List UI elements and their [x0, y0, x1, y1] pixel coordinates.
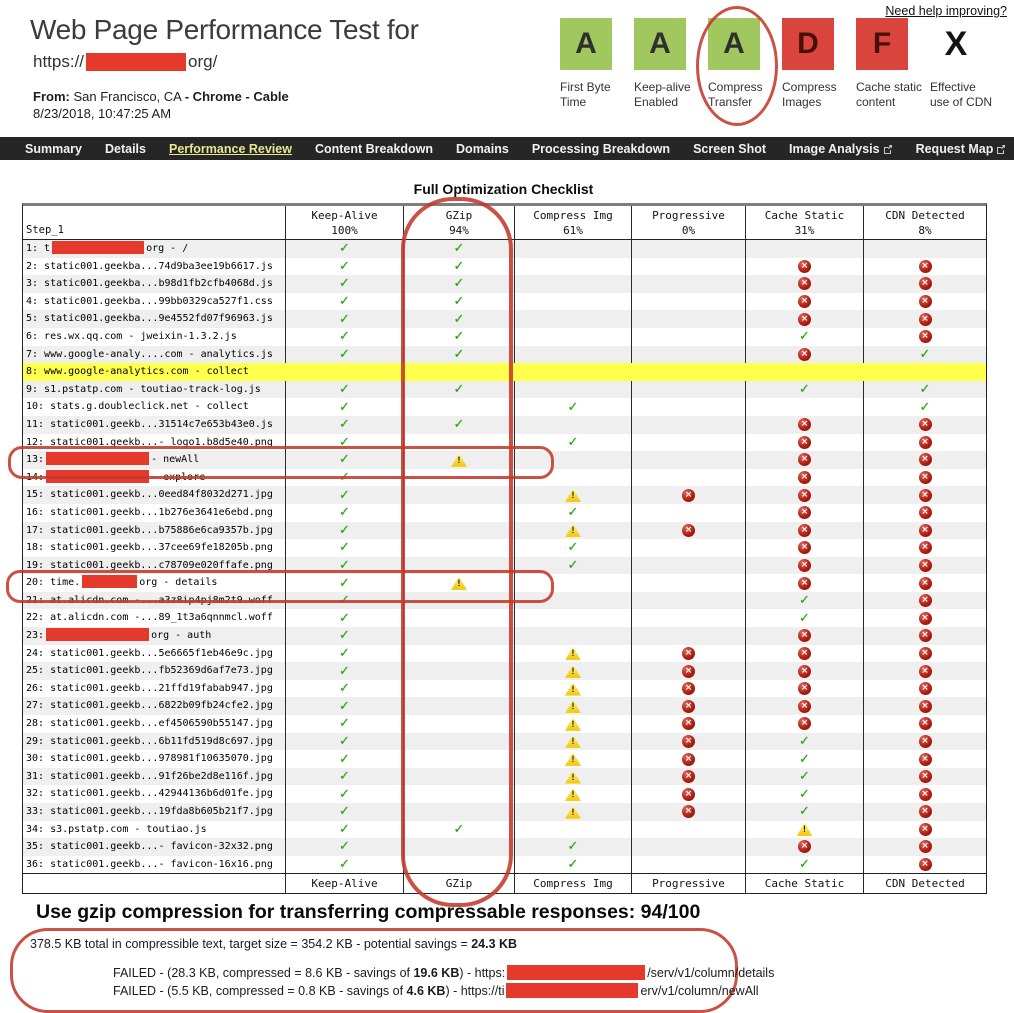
fail-icon: × [919, 577, 932, 590]
request-label: 12: static001.geekb...- logo1.b8d5e40.png [23, 434, 286, 452]
fail-icon: × [919, 770, 932, 783]
need-help-link[interactable]: Need help improving? [885, 4, 1007, 18]
fail-icon: × [919, 647, 932, 660]
fail-icon: × [798, 717, 811, 730]
check-icon: ✓ [339, 821, 350, 837]
table-header-row [23, 206, 986, 240]
check-icon: ✓ [453, 329, 465, 345]
column-header-progressive [632, 206, 746, 239]
grade-letter: A [708, 18, 760, 70]
grade-letter: A [560, 18, 612, 70]
redacted-text [46, 628, 149, 641]
warning-icon [565, 734, 581, 748]
check-icon: ✓ [453, 311, 465, 327]
grade-label: Compress Transfer [708, 80, 763, 109]
fail-icon: × [798, 647, 811, 660]
column-header-keep-alive [286, 206, 404, 239]
request-row-22 [23, 609, 986, 627]
check-icon: ✓ [339, 276, 350, 292]
check-icon: ✓ [339, 575, 350, 591]
checklist-title: Full Optimization Checklist [413, 181, 594, 197]
check-icon: ✓ [339, 733, 350, 749]
check-icon: ✓ [339, 769, 350, 785]
check-icon: ✓ [339, 470, 350, 486]
request-label: 32: static001.geekb...42944136b6d01fe.jpg [23, 785, 286, 803]
fail-icon: × [798, 348, 811, 361]
column-footer-gzip: GZip [404, 874, 515, 893]
request-label: 26: static001.geekb...21ffd19fabab947.jpg [23, 680, 286, 698]
request-label: 19: static001.geekb...c78709e020ffafe.png [23, 557, 286, 575]
table-footer-row [23, 873, 986, 893]
warning-icon [565, 664, 581, 678]
request-row-25 [23, 662, 986, 680]
request-label: 21: at.alicdn.com -...a3z8ip4pj8m2t9.woff [23, 592, 286, 610]
column-label: Keep-Alive [311, 208, 378, 222]
request-row-34 [23, 821, 986, 839]
column-footer-keep-alive: Keep-Alive [286, 874, 404, 893]
fail-icon: × [682, 700, 695, 713]
check-icon: ✓ [339, 751, 350, 767]
request-label: 1: t org - / [23, 240, 286, 258]
request-label: 5: static001.geekba...9e4552fd07f96963.js [23, 310, 286, 328]
check-icon: ✓ [567, 857, 579, 873]
request-row-23 [23, 627, 986, 645]
nav-content-breakdown[interactable]: Content Breakdown [314, 141, 434, 156]
nav-image-analysis[interactable]: Image Analysis [789, 142, 893, 156]
redacted-text [46, 470, 149, 483]
warning-icon [565, 787, 581, 801]
check-icon: ✓ [799, 382, 810, 398]
request-row-13 [23, 451, 986, 469]
request-row-14 [23, 469, 986, 487]
column-header-gzip [404, 206, 515, 239]
fail-icon: × [919, 840, 932, 853]
grade-compress-images[interactable] [782, 18, 850, 109]
check-icon: ✓ [339, 329, 350, 345]
grade-label: First Byte Time [560, 80, 611, 109]
fail-icon: × [682, 682, 695, 695]
grade-first-byte-time[interactable] [560, 18, 628, 109]
warning-icon [797, 822, 813, 836]
fail-icon: × [798, 541, 811, 554]
request-row-17 [23, 522, 986, 540]
grade-label: Cache static content [856, 80, 923, 109]
check-icon: ✓ [339, 681, 350, 697]
redacted-text [506, 983, 638, 998]
request-row-7 [23, 346, 986, 364]
check-icon: ✓ [453, 821, 465, 837]
request-label: 29: static001.geekb...6b11fd519d8c697.jpg [23, 733, 286, 751]
check-icon: ✓ [799, 733, 810, 749]
fail-icon: × [919, 682, 932, 695]
fail-icon: × [919, 506, 932, 519]
fail-icon: × [682, 489, 695, 502]
fail-icon: × [798, 577, 811, 590]
warning-icon [565, 523, 581, 537]
grade-label: Effective use of CDN [930, 80, 993, 109]
check-icon: ✓ [339, 839, 350, 855]
grade-letter: D [782, 18, 834, 70]
fail-icon: × [798, 840, 811, 853]
fail-icon: × [919, 717, 932, 730]
column-label: Progressive [652, 208, 725, 222]
request-row-10 [23, 398, 986, 416]
fail-icon: × [682, 524, 695, 537]
request-row-3 [23, 275, 986, 293]
request-row-20 [23, 574, 986, 592]
test-datetime: 8/23/2018, 10:47:25 AM [33, 106, 172, 121]
request-row-29 [23, 733, 986, 751]
request-label: 14: - explore [23, 469, 286, 487]
request-row-24 [23, 645, 986, 663]
request-row-6 [23, 328, 986, 346]
fail-icon: × [798, 524, 811, 537]
nav-processing-breakdown[interactable]: Processing Breakdown [531, 141, 671, 156]
request-row-16 [23, 504, 986, 522]
fail-icon: × [682, 753, 695, 766]
fail-icon: × [919, 823, 932, 836]
fail-icon: × [919, 858, 932, 871]
request-label: 22: at.alicdn.com -...89_1t3a6qnnmcl.woff [23, 609, 286, 627]
request-row-5 [23, 310, 986, 328]
request-label: 28: static001.geekb...ef4506590b55147.jpg [23, 715, 286, 733]
grade-label: Compress Images [782, 80, 837, 109]
check-icon: ✓ [339, 540, 350, 556]
fail-icon: × [919, 330, 932, 343]
footer-empty-cell [23, 874, 286, 893]
request-row-28 [23, 715, 986, 733]
fail-icon: × [798, 313, 811, 326]
fail-icon: × [682, 735, 695, 748]
fail-icon: × [919, 541, 932, 554]
fail-icon: × [682, 717, 695, 730]
check-icon: ✓ [339, 399, 350, 415]
gzip-section-heading: Use gzip compression for transferring compressable responses: 94/100 [36, 901, 701, 923]
redacted-text [507, 965, 645, 980]
warning-icon [565, 717, 581, 731]
redacted-text [46, 452, 149, 465]
check-icon: ✓ [339, 311, 350, 327]
request-label: 10: stats.g.doubleclick.net - collect [23, 398, 286, 416]
request-label: 25: static001.geekb...fb52369d6af7e73.jpg [23, 662, 286, 680]
check-icon: ✓ [567, 434, 579, 450]
check-icon: ✓ [339, 786, 350, 802]
fail-icon: × [798, 489, 811, 502]
table-body [23, 240, 986, 873]
column-label: Compress Img [533, 208, 613, 222]
fail-icon: × [919, 788, 932, 801]
check-icon: ✓ [919, 399, 931, 415]
grade-letter: X [944, 24, 968, 63]
test-config [33, 88, 289, 122]
check-icon: ✓ [799, 329, 810, 345]
step-header: Step_1 [23, 206, 286, 239]
fail-icon: × [682, 770, 695, 783]
gzip-failure-line: FAILED - (28.3 KB, compressed = 8.6 KB - savings of 19.6 KB) - https: /serv/v1/column/details [113, 966, 775, 980]
request-label: 20: time. org - details [23, 574, 286, 592]
grade-letter: A [634, 18, 686, 70]
check-icon: ✓ [453, 258, 465, 274]
check-icon: ✓ [339, 522, 350, 538]
request-label: 35: static001.geekb...- favicon-32x32.png [23, 838, 286, 856]
check-icon: ✓ [567, 557, 579, 573]
test-url: https:// org/ [33, 52, 218, 71]
nav-performance-review[interactable]: Performance Review [168, 141, 292, 156]
fail-icon: × [919, 418, 932, 431]
request-row-19 [23, 557, 986, 575]
request-label: 13: - newAll [23, 451, 286, 469]
warning-icon [565, 488, 581, 502]
fail-icon: × [798, 629, 811, 642]
gzip-failures [113, 964, 774, 1000]
request-label: 17: static001.geekb...b75886e6ca9357b.jpg [23, 522, 286, 540]
check-icon: ✓ [339, 505, 350, 521]
fail-icon: × [682, 665, 695, 678]
test-location-line: From: San Francisco, CA - Chrome - Cable [33, 89, 289, 104]
check-icon: ✓ [339, 716, 350, 732]
fail-icon: × [682, 647, 695, 660]
check-icon: ✓ [453, 417, 465, 433]
check-icon: ✓ [567, 540, 579, 556]
nav-bar [0, 137, 1014, 160]
fail-icon: × [919, 629, 932, 642]
request-row-12 [23, 434, 986, 452]
request-row-36 [23, 856, 986, 874]
grade-letter: F [856, 18, 908, 70]
redacted-text [82, 575, 137, 588]
grade-effective-use-of-cdn[interactable] [930, 18, 998, 109]
request-row-18 [23, 539, 986, 557]
check-icon: ✓ [339, 258, 350, 274]
request-row-27 [23, 697, 986, 715]
warning-icon [565, 805, 581, 819]
check-icon: ✓ [799, 786, 810, 802]
redacted-text [86, 53, 186, 71]
check-icon: ✓ [339, 593, 350, 609]
check-icon: ✓ [339, 698, 350, 714]
column-score: 8% [918, 223, 932, 237]
request-row-8 [23, 363, 986, 381]
check-icon: ✓ [339, 857, 350, 873]
request-label: 36: static001.geekb...- favicon-16x16.png [23, 856, 286, 874]
check-icon: ✓ [799, 751, 810, 767]
external-link-icon [996, 144, 1006, 154]
request-row-30 [23, 750, 986, 768]
check-icon: ✓ [567, 839, 579, 855]
grade-label: Keep-alive Enabled [634, 80, 691, 109]
request-row-26 [23, 680, 986, 698]
check-icon: ✓ [339, 804, 350, 820]
check-icon: ✓ [339, 241, 350, 257]
check-icon: ✓ [339, 557, 350, 573]
warning-icon [565, 682, 581, 696]
column-header-cdn-detected [864, 206, 986, 239]
column-label: GZip [445, 208, 473, 222]
fail-icon: × [798, 559, 811, 572]
request-label: 24: static001.geekb...5e6665f1eb46e9c.jpg [23, 645, 286, 663]
grade-compress-transfer[interactable] [708, 18, 776, 109]
fail-icon: × [798, 453, 811, 466]
request-row-4 [23, 293, 986, 311]
check-icon: ✓ [339, 628, 350, 644]
check-icon: ✓ [919, 346, 931, 362]
column-score: 0% [681, 223, 696, 237]
request-row-2 [23, 258, 986, 276]
check-icon: ✓ [339, 434, 350, 450]
nav-screen-shot[interactable]: Screen Shot [693, 141, 767, 156]
request-row-31 [23, 768, 986, 786]
check-icon: ✓ [567, 505, 579, 521]
check-icon: ✓ [339, 645, 350, 661]
warning-icon [565, 770, 581, 784]
fail-icon: × [798, 277, 811, 290]
check-icon: ✓ [799, 804, 810, 820]
column-score: 100% [331, 223, 358, 237]
warning-icon [565, 752, 581, 766]
check-icon: ✓ [453, 241, 465, 257]
check-icon: ✓ [919, 382, 931, 398]
fail-icon: × [919, 700, 932, 713]
warning-icon [451, 453, 467, 467]
nav-summary[interactable]: Summary [25, 141, 82, 156]
request-label: 33: static001.geekb...19fda8b605b21f7.jpg [23, 803, 286, 821]
fail-icon: × [919, 277, 932, 290]
fail-icon: × [798, 665, 811, 678]
nav-domains[interactable]: Domains [456, 141, 509, 156]
fail-icon: × [798, 682, 811, 695]
check-icon: ✓ [799, 593, 810, 609]
column-score: 61% [563, 223, 583, 237]
fail-icon: × [798, 418, 811, 431]
column-footer-progressive: Progressive [632, 874, 746, 893]
request-label: 9: s1.pstatp.com - toutiao-track-log.js [23, 381, 286, 399]
column-footer-compress-img: Compress Img [515, 874, 632, 893]
fail-icon: × [798, 260, 811, 273]
request-label: 8: www.google-analytics.com - collect [26, 366, 249, 378]
column-label: Cache Static [764, 208, 845, 222]
fail-icon: × [798, 436, 811, 449]
fail-icon: × [919, 453, 932, 466]
fail-icon: × [798, 471, 811, 484]
request-label: 31: static001.geekb...91f26be2d8e116f.jpg [23, 768, 286, 786]
column-score: 94% [449, 223, 469, 237]
check-icon: ✓ [453, 276, 465, 292]
column-label: CDN Detected [885, 208, 965, 222]
fail-icon: × [919, 489, 932, 502]
fail-icon: × [919, 436, 932, 449]
grade-strip [560, 18, 998, 109]
check-icon: ✓ [339, 346, 350, 362]
request-label: 15: static001.geekb...0eed84f8032d271.jpg [23, 486, 286, 504]
grade-keep-alive-enabled[interactable] [634, 18, 702, 109]
request-row-33 [23, 803, 986, 821]
warning-icon [565, 699, 581, 713]
request-row-35 [23, 838, 986, 856]
warning-icon [451, 576, 467, 590]
request-row-32 [23, 785, 986, 803]
grade-cache-static-content[interactable] [856, 18, 924, 109]
fail-icon: × [919, 735, 932, 748]
request-label: 18: static001.geekb...37cee69fe18205b.png [23, 539, 286, 557]
request-label: 11: static001.geekb...31514c7e653b43e0.js [23, 416, 286, 434]
request-row-9 [23, 381, 986, 399]
fail-icon: × [919, 805, 932, 818]
request-row-21 [23, 592, 986, 610]
column-footer-cache-static: Cache Static [746, 874, 864, 893]
request-label: 16: static001.geekb...1b276e3641e6ebd.png [23, 504, 286, 522]
nav-request-map[interactable]: Request Map [916, 142, 1007, 156]
request-label: 3: static001.geekba...b98d1fb2cfb4068d.js [23, 275, 286, 293]
request-row-1 [23, 240, 986, 258]
fail-icon: × [798, 700, 811, 713]
check-icon: ✓ [453, 294, 465, 310]
external-link-icon [883, 144, 893, 154]
check-icon: ✓ [453, 346, 465, 362]
check-icon: ✓ [339, 417, 350, 433]
check-icon: ✓ [567, 399, 579, 415]
fail-icon: × [798, 295, 811, 308]
fail-icon: × [919, 524, 932, 537]
request-label: 2: static001.geekba...74d9ba3ee19b6617.js [23, 258, 286, 276]
fail-icon: × [919, 665, 932, 678]
column-header-compress-img [515, 206, 632, 239]
check-icon: ✓ [799, 610, 810, 626]
request-label: 27: static001.geekb...6822b09fb24cfe2.jpg [23, 697, 286, 715]
fail-icon: × [798, 506, 811, 519]
fail-icon: × [919, 295, 932, 308]
fail-icon: × [919, 471, 932, 484]
fail-icon: × [919, 313, 932, 326]
page-title: Web Page Performance Test for [30, 14, 419, 45]
check-icon: ✓ [339, 382, 350, 398]
column-footer-cdn-detected: CDN Detected [885, 877, 965, 891]
fail-icon: × [682, 788, 695, 801]
column-score: 31% [794, 223, 815, 237]
fail-icon: × [919, 753, 932, 766]
check-icon: ✓ [339, 294, 350, 310]
request-row-11 [23, 416, 986, 434]
check-icon: ✓ [799, 857, 810, 873]
gzip-summary: 378.5 KB total in compressible text, target size = 354.2 KB - potential savings = 24.3 KB [30, 937, 518, 951]
optimization-checklist-table [22, 203, 987, 894]
check-icon: ✓ [799, 769, 810, 785]
check-icon: ✓ [339, 663, 350, 679]
gzip-failure-line: FAILED - (5.5 KB, compressed = 0.8 KB - savings of 4.6 KB) - https://ti erv/v1/column/newAll [113, 984, 759, 998]
request-label: 7: www.google-analy....com - analytics.js [23, 346, 286, 364]
fail-icon: × [682, 805, 695, 818]
redacted-text [52, 241, 144, 254]
request-label: 4: static001.geekba...99bb0329ca527f1.css [23, 293, 286, 311]
request-label: 23: org - auth [23, 627, 286, 645]
fail-icon: × [919, 260, 932, 273]
check-icon: ✓ [339, 610, 350, 626]
request-label: 30: static001.geekb...978981f10635070.jpg [23, 750, 286, 768]
fail-icon: × [919, 559, 932, 572]
check-icon: ✓ [339, 452, 350, 468]
request-label: 34: s3.pstatp.com - toutiao.js [23, 821, 286, 839]
column-header-cache-static [746, 206, 864, 239]
fail-icon: × [919, 594, 932, 607]
check-icon: ✓ [339, 487, 350, 503]
warning-icon [565, 646, 581, 660]
fail-icon: × [919, 612, 932, 625]
request-row-15 [23, 486, 986, 504]
nav-details[interactable]: Details [104, 141, 146, 156]
check-icon: ✓ [453, 382, 465, 398]
request-label: 6: res.wx.qq.com - jweixin-1.3.2.js [23, 328, 286, 346]
